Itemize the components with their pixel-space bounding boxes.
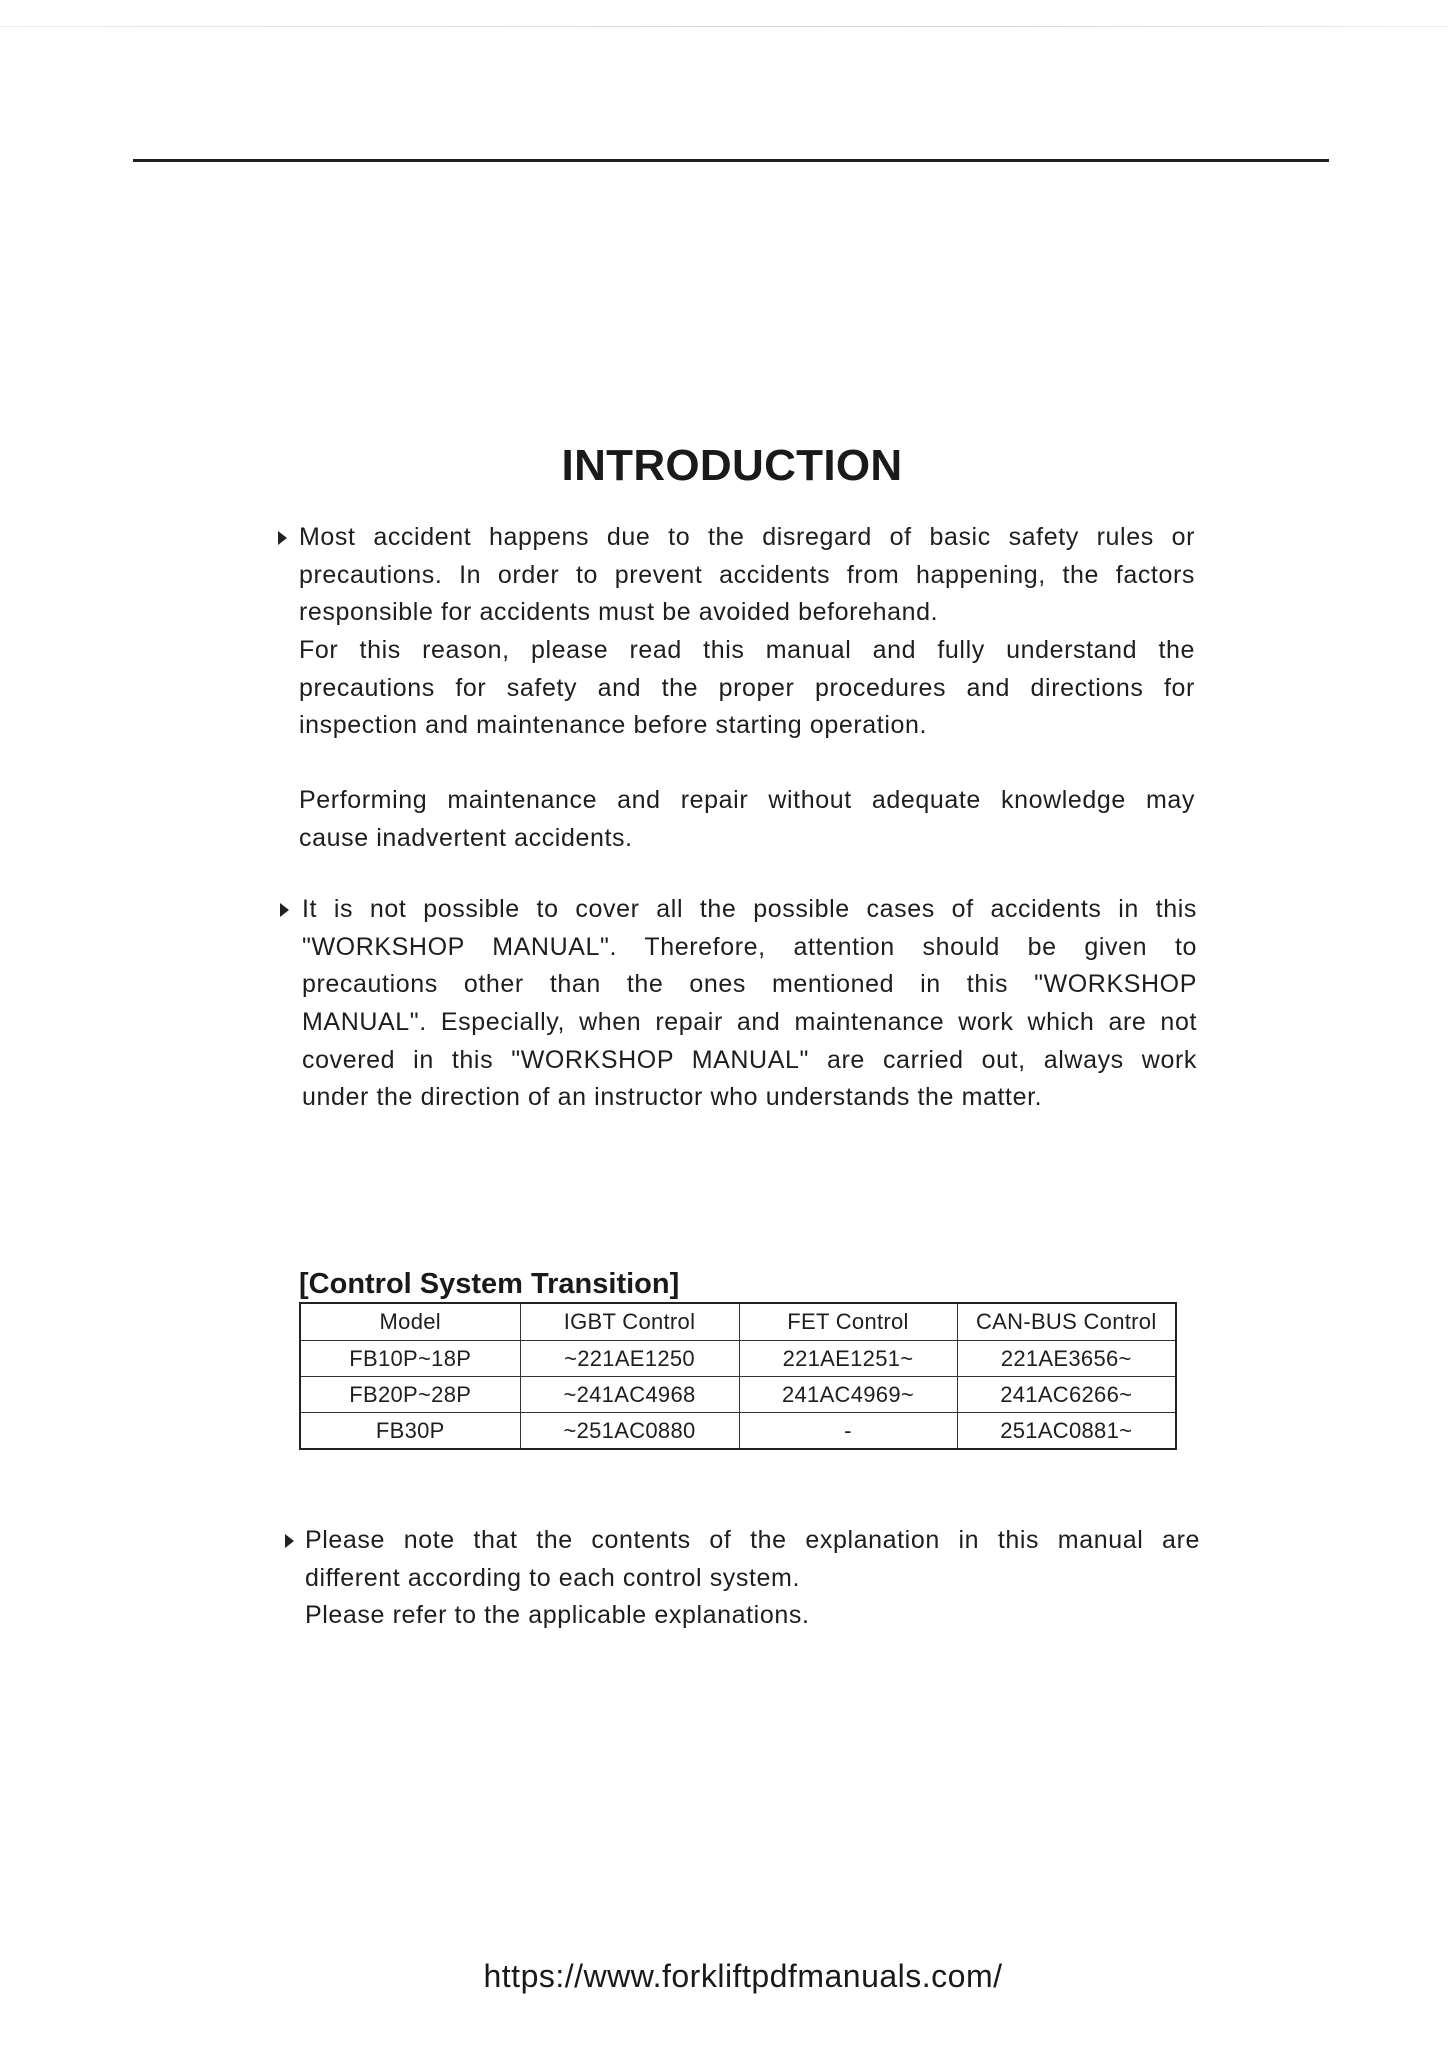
table-header-cell: CAN-BUS Control [957, 1303, 1176, 1341]
table-cell: ~221AE1250 [520, 1341, 739, 1377]
paragraph-line: responsible for accidents must be avoided beforehand. [299, 598, 939, 627]
paragraph-line: "WORKSHOP MANUAL". Therefore, attention should be given to [302, 932, 1197, 961]
paragraph-line: inspection and maintenance before starting operation. [299, 711, 928, 740]
footer-url: https://www.forkliftpdfmanuals.com/ [483, 1958, 1003, 1994]
table-cell: 251AC0881~ [957, 1413, 1176, 1450]
table-cell: ~251AC0880 [520, 1413, 739, 1450]
scan-edge-line [0, 26, 1448, 27]
table-cell: - [739, 1413, 957, 1450]
table-cell: 221AE1251~ [739, 1341, 957, 1377]
paragraph-line: Performing maintenance and repair without adequate knowledge may [299, 786, 1195, 814]
table-cell: FB30P [300, 1413, 520, 1450]
table-cell: FB20P~28P [300, 1377, 520, 1413]
intro-paragraph-3 [305, 1522, 1200, 1635]
paragraph-line: different according to each control system. [305, 1563, 801, 1592]
paragraph-line: Please note that the contents of the explanation in this manual are [305, 1526, 1200, 1554]
paragraph-line: Most accident happens due to the disregard of basic safety rules or [299, 523, 1195, 551]
paragraph-line: covered in this "WORKSHOP MANUAL" are carried out, always work [302, 1045, 1197, 1074]
table-header-cell: FET Control [739, 1303, 957, 1341]
table-header-row [300, 1303, 1176, 1341]
triangle-right-icon [280, 903, 289, 917]
table-header-cell: IGBT Control [520, 1303, 739, 1341]
table-cell: 241AC6266~ [957, 1377, 1176, 1413]
table-row [300, 1341, 1176, 1377]
paragraph-line: under the direction of an instructor who understands the matter. [302, 1083, 1043, 1112]
table-cell: FB10P~18P [300, 1341, 520, 1377]
intro-paragraph-note [299, 782, 1195, 857]
page-title: INTRODUCTION [561, 441, 903, 490]
intro-paragraph-1 [299, 519, 1195, 745]
control-system-table [299, 1302, 1177, 1450]
paragraph-line: precautions for safety and the proper procedures and directions for [299, 673, 1195, 702]
table-row [300, 1377, 1176, 1413]
table-heading: [Control System Transition] [299, 1268, 680, 1300]
paragraph-line: Please refer to the applicable explanations. [305, 1601, 810, 1630]
triangle-right-icon [278, 531, 287, 545]
triangle-right-icon [285, 1534, 294, 1548]
paragraph-line: cause inadvertent accidents. [299, 823, 633, 852]
table-header-cell: Model [300, 1303, 520, 1341]
paragraph-line: precautions. In order to prevent accidents from happening, the factors [299, 560, 1195, 589]
table-cell: 241AC4969~ [739, 1377, 957, 1413]
intro-paragraph-2 [302, 891, 1197, 1117]
paragraph-line: For this reason, please read this manual and fully understand the [299, 636, 1195, 665]
paragraph-line: precautions other than the ones mentioned in this "WORKSHOP [302, 970, 1197, 999]
paragraph-line: MANUAL". Especially, when repair and maintenance work which are not [302, 1008, 1197, 1037]
table-cell: 221AE3656~ [957, 1341, 1176, 1377]
paragraph-line: It is not possible to cover all the possible cases of accidents in this [302, 895, 1197, 923]
header-rule [133, 159, 1329, 162]
table-row [300, 1413, 1176, 1450]
table-cell: ~241AC4968 [520, 1377, 739, 1413]
